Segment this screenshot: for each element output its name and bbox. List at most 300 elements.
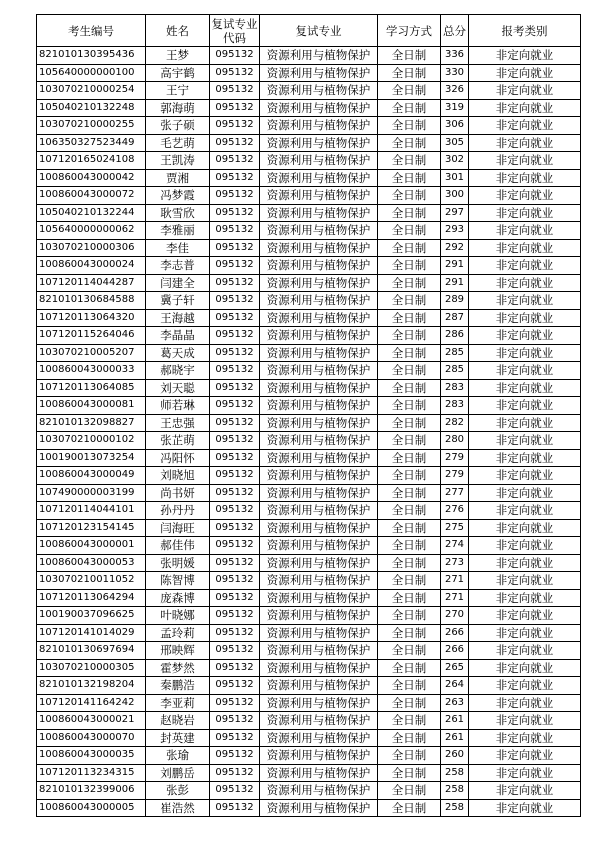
major-code-cell: 095132 [210,292,260,310]
major-cell: 资源利用与植物保护 [260,82,378,100]
major-code-cell: 095132 [210,502,260,520]
name-cell: 张芷萌 [146,432,210,450]
candidate-id-cell: 100860043000053 [37,554,146,572]
total-score-cell: 279 [441,467,469,485]
major-code-cell: 095132 [210,729,260,747]
study-mode-cell: 全日制 [378,47,441,65]
major-code-cell: 095132 [210,117,260,135]
category-cell: 非定向就业 [469,537,581,555]
study-mode-cell: 全日制 [378,502,441,520]
major-code-cell: 095132 [210,747,260,765]
study-mode-cell: 全日制 [378,187,441,205]
study-mode-cell: 全日制 [378,484,441,502]
major-cell: 资源利用与植物保护 [260,467,378,485]
total-score-cell: 280 [441,432,469,450]
total-score-cell: 266 [441,624,469,642]
study-mode-cell: 全日制 [378,327,441,345]
total-score-cell: 292 [441,239,469,257]
header-major: 复试专业 [260,15,378,47]
table-row [37,187,581,205]
table-row [37,152,581,170]
table-row [37,467,581,485]
table-row [37,414,581,432]
total-score-cell: 271 [441,572,469,590]
candidate-id-cell: 103070210000102 [37,432,146,450]
major-code-cell: 095132 [210,64,260,82]
major-code-cell: 095132 [210,432,260,450]
major-cell: 资源利用与植物保护 [260,764,378,782]
study-mode-cell: 全日制 [378,747,441,765]
table-row [37,589,581,607]
table-row [37,537,581,555]
study-mode-cell: 全日制 [378,169,441,187]
name-cell: 刘晓旭 [146,467,210,485]
total-score-cell: 264 [441,677,469,695]
candidate-id-cell: 103070210005207 [37,344,146,362]
major-cell: 资源利用与植物保护 [260,344,378,362]
major-code-cell: 095132 [210,309,260,327]
total-score-cell: 297 [441,204,469,222]
major-cell: 资源利用与植物保护 [260,134,378,152]
study-mode-cell: 全日制 [378,607,441,625]
major-cell: 资源利用与植物保护 [260,642,378,660]
category-cell: 非定向就业 [469,257,581,275]
table-row [37,204,581,222]
major-code-cell: 095132 [210,362,260,380]
total-score-cell: 300 [441,187,469,205]
category-cell: 非定向就业 [469,82,581,100]
candidate-id-cell: 105640000000062 [37,222,146,240]
study-mode-cell: 全日制 [378,292,441,310]
category-cell: 非定向就业 [469,642,581,660]
name-cell: 张瑜 [146,747,210,765]
major-cell: 资源利用与植物保护 [260,624,378,642]
table-row [37,362,581,380]
candidate-id-cell: 107490000003199 [37,484,146,502]
category-cell: 非定向就业 [469,204,581,222]
table-row [37,379,581,397]
candidate-id-cell: 100860043000072 [37,187,146,205]
candidate-id-cell: 107120115264046 [37,327,146,345]
major-code-cell: 095132 [210,642,260,660]
total-score-cell: 279 [441,449,469,467]
total-score-cell: 305 [441,134,469,152]
name-cell: 李志普 [146,257,210,275]
major-cell: 资源利用与植物保护 [260,432,378,450]
study-mode-cell: 全日制 [378,239,441,257]
table-row [37,99,581,117]
study-mode-cell: 全日制 [378,764,441,782]
major-code-cell: 095132 [210,554,260,572]
major-cell: 资源利用与植物保护 [260,239,378,257]
name-cell: 王忠强 [146,414,210,432]
table-row [37,397,581,415]
table-row [37,554,581,572]
table-row [37,222,581,240]
category-cell: 非定向就业 [469,309,581,327]
name-cell: 秦鹏浩 [146,677,210,695]
table-row [37,764,581,782]
candidate-id-cell: 100190037096625 [37,607,146,625]
name-cell: 冯梦霞 [146,187,210,205]
table-row [37,274,581,292]
major-code-cell: 095132 [210,187,260,205]
total-score-cell: 261 [441,729,469,747]
major-cell: 资源利用与植物保护 [260,782,378,800]
candidate-id-cell: 100190013073254 [37,449,146,467]
category-cell: 非定向就业 [469,274,581,292]
total-score-cell: 283 [441,379,469,397]
header-row [37,15,581,47]
major-code-cell: 095132 [210,344,260,362]
candidate-id-cell: 107120113064085 [37,379,146,397]
major-cell: 资源利用与植物保护 [260,64,378,82]
major-code-cell: 095132 [210,152,260,170]
major-cell: 资源利用与植物保护 [260,554,378,572]
total-score-cell: 273 [441,554,469,572]
header-category: 报考类别 [469,15,581,47]
candidate-id-cell: 100860043000024 [37,257,146,275]
total-score-cell: 276 [441,502,469,520]
study-mode-cell: 全日制 [378,344,441,362]
name-cell: 尚书妍 [146,484,210,502]
category-cell: 非定向就业 [469,169,581,187]
candidate-id-cell: 107120114044101 [37,502,146,520]
study-mode-cell: 全日制 [378,537,441,555]
name-cell: 崔浩然 [146,799,210,817]
total-score-cell: 270 [441,607,469,625]
name-cell: 闫海旺 [146,519,210,537]
name-cell: 王凯涛 [146,152,210,170]
category-cell: 非定向就业 [469,589,581,607]
category-cell: 非定向就业 [469,64,581,82]
major-cell: 资源利用与植物保护 [260,187,378,205]
major-cell: 资源利用与植物保护 [260,747,378,765]
category-cell: 非定向就业 [469,519,581,537]
major-cell: 资源利用与植物保护 [260,414,378,432]
category-cell: 非定向就业 [469,694,581,712]
name-cell: 李雅丽 [146,222,210,240]
table-row [37,169,581,187]
major-code-cell: 095132 [210,712,260,730]
major-cell: 资源利用与植物保护 [260,99,378,117]
study-mode-cell: 全日制 [378,712,441,730]
major-code-cell: 095132 [210,449,260,467]
total-score-cell: 258 [441,764,469,782]
table-row [37,449,581,467]
name-cell: 张彭 [146,782,210,800]
major-cell: 资源利用与植物保护 [260,327,378,345]
name-cell: 冀子轩 [146,292,210,310]
major-cell: 资源利用与植物保护 [260,309,378,327]
major-cell: 资源利用与植物保护 [260,659,378,677]
study-mode-cell: 全日制 [378,799,441,817]
total-score-cell: 285 [441,344,469,362]
major-code-cell: 095132 [210,327,260,345]
category-cell: 非定向就业 [469,449,581,467]
study-mode-cell: 全日制 [378,519,441,537]
category-cell: 非定向就业 [469,659,581,677]
table-row [37,747,581,765]
table-row [37,519,581,537]
study-mode-cell: 全日制 [378,589,441,607]
major-code-cell: 095132 [210,239,260,257]
name-cell: 王梦 [146,47,210,65]
header-candidate-id: 考生编号 [37,15,146,47]
candidate-id-cell: 821010130697694 [37,642,146,660]
candidate-id-cell: 107120141164242 [37,694,146,712]
major-cell: 资源利用与植物保护 [260,712,378,730]
category-cell: 非定向就业 [469,362,581,380]
table-row [37,117,581,135]
study-mode-cell: 全日制 [378,729,441,747]
major-code-cell: 095132 [210,82,260,100]
study-mode-cell: 全日制 [378,274,441,292]
header-total-score: 总分 [441,15,469,47]
major-code-cell: 095132 [210,414,260,432]
candidate-id-cell: 821010132399006 [37,782,146,800]
major-code-cell: 095132 [210,799,260,817]
category-cell: 非定向就业 [469,117,581,135]
total-score-cell: 271 [441,589,469,607]
study-mode-cell: 全日制 [378,362,441,380]
table-row [37,484,581,502]
study-mode-cell: 全日制 [378,467,441,485]
table-row [37,642,581,660]
study-mode-cell: 全日制 [378,449,441,467]
major-cell: 资源利用与植物保护 [260,257,378,275]
candidate-id-cell: 821010132098827 [37,414,146,432]
major-cell: 资源利用与植物保护 [260,152,378,170]
total-score-cell: 291 [441,274,469,292]
total-score-cell: 261 [441,712,469,730]
name-cell: 郝佳伟 [146,537,210,555]
total-score-cell: 319 [441,99,469,117]
category-cell: 非定向就业 [469,432,581,450]
candidate-id-cell: 100860043000035 [37,747,146,765]
name-cell: 李佳 [146,239,210,257]
header-major-code-label: 复试专业代码 [211,16,258,45]
major-code-cell: 095132 [210,764,260,782]
category-cell: 非定向就业 [469,99,581,117]
total-score-cell: 260 [441,747,469,765]
table-row [37,327,581,345]
name-cell: 张明媛 [146,554,210,572]
category-cell: 非定向就业 [469,782,581,800]
name-cell: 邢映辉 [146,642,210,660]
name-cell: 耿雪欣 [146,204,210,222]
major-cell: 资源利用与植物保护 [260,519,378,537]
category-cell: 非定向就业 [469,467,581,485]
table-row [37,694,581,712]
total-score-cell: 287 [441,309,469,327]
category-cell: 非定向就业 [469,624,581,642]
name-cell: 王宁 [146,82,210,100]
total-score-cell: 258 [441,799,469,817]
major-code-cell: 095132 [210,782,260,800]
major-cell: 资源利用与植物保护 [260,47,378,65]
major-code-cell: 095132 [210,589,260,607]
major-code-cell: 095132 [210,257,260,275]
table-row [37,502,581,520]
major-code-cell: 095132 [210,379,260,397]
total-score-cell: 293 [441,222,469,240]
table-row [37,257,581,275]
category-cell: 非定向就业 [469,729,581,747]
study-mode-cell: 全日制 [378,309,441,327]
table-row [37,624,581,642]
category-cell: 非定向就业 [469,152,581,170]
candidate-id-cell: 107120141014029 [37,624,146,642]
category-cell: 非定向就业 [469,712,581,730]
name-cell: 冯阳怀 [146,449,210,467]
table-row [37,677,581,695]
major-code-cell: 095132 [210,694,260,712]
total-score-cell: 302 [441,152,469,170]
table-row [37,64,581,82]
header-major-code [210,15,260,47]
candidate-id-cell: 100860043000021 [37,712,146,730]
category-cell: 非定向就业 [469,222,581,240]
name-cell: 毛艺萌 [146,134,210,152]
name-cell: 霍梦然 [146,659,210,677]
study-mode-cell: 全日制 [378,659,441,677]
total-score-cell: 263 [441,694,469,712]
candidate-id-cell: 106350327523449 [37,134,146,152]
study-mode-cell: 全日制 [378,204,441,222]
total-score-cell: 285 [441,362,469,380]
study-mode-cell: 全日制 [378,624,441,642]
major-code-cell: 095132 [210,624,260,642]
category-cell: 非定向就业 [469,764,581,782]
table-row [37,659,581,677]
candidate-id-cell: 100860043000005 [37,799,146,817]
total-score-cell: 301 [441,169,469,187]
major-code-cell: 095132 [210,222,260,240]
table-row [37,432,581,450]
major-code-cell: 095132 [210,397,260,415]
major-cell: 资源利用与植物保护 [260,274,378,292]
total-score-cell: 282 [441,414,469,432]
name-cell: 孙丹丹 [146,502,210,520]
table-row [37,47,581,65]
candidate-id-cell: 821010130395436 [37,47,146,65]
study-mode-cell: 全日制 [378,414,441,432]
name-cell: 庞森博 [146,589,210,607]
major-code-cell: 095132 [210,134,260,152]
major-code-cell: 095132 [210,274,260,292]
major-code-cell: 095132 [210,537,260,555]
category-cell: 非定向就业 [469,484,581,502]
total-score-cell: 277 [441,484,469,502]
name-cell: 高宇鹤 [146,64,210,82]
major-cell: 资源利用与植物保护 [260,572,378,590]
name-cell: 李晶晶 [146,327,210,345]
study-mode-cell: 全日制 [378,82,441,100]
category-cell: 非定向就业 [469,747,581,765]
major-code-cell: 095132 [210,467,260,485]
name-cell: 贾湘 [146,169,210,187]
total-score-cell: 265 [441,659,469,677]
name-cell: 封英建 [146,729,210,747]
category-cell: 非定向就业 [469,502,581,520]
name-cell: 李亚莉 [146,694,210,712]
candidate-id-cell: 821010132198204 [37,677,146,695]
category-cell: 非定向就业 [469,414,581,432]
candidate-id-cell: 100860043000042 [37,169,146,187]
table-row [37,572,581,590]
category-cell: 非定向就业 [469,607,581,625]
major-cell: 资源利用与植物保护 [260,484,378,502]
table-row [37,309,581,327]
major-cell: 资源利用与植物保护 [260,204,378,222]
study-mode-cell: 全日制 [378,554,441,572]
name-cell: 葛天成 [146,344,210,362]
study-mode-cell: 全日制 [378,99,441,117]
category-cell: 非定向就业 [469,572,581,590]
candidate-id-cell: 100860043000033 [37,362,146,380]
table-row [37,729,581,747]
name-cell: 张子硕 [146,117,210,135]
total-score-cell: 275 [441,519,469,537]
study-mode-cell: 全日制 [378,222,441,240]
study-mode-cell: 全日制 [378,572,441,590]
category-cell: 非定向就业 [469,187,581,205]
category-cell: 非定向就业 [469,239,581,257]
candidate-id-cell: 100860043000049 [37,467,146,485]
name-cell: 叶晓娜 [146,607,210,625]
name-cell: 刘鹏岳 [146,764,210,782]
major-cell: 资源利用与植物保护 [260,589,378,607]
study-mode-cell: 全日制 [378,694,441,712]
candidate-id-cell: 103070210011052 [37,572,146,590]
admission-list-table [36,14,581,817]
table-row [37,134,581,152]
category-cell: 非定向就业 [469,134,581,152]
major-code-cell: 095132 [210,659,260,677]
major-code-cell: 095132 [210,484,260,502]
major-code-cell: 095132 [210,572,260,590]
header-name: 姓名 [146,15,210,47]
name-cell: 王海越 [146,309,210,327]
table-row [37,799,581,817]
total-score-cell: 258 [441,782,469,800]
name-cell: 陈智博 [146,572,210,590]
table-row [37,344,581,362]
name-cell: 闫建全 [146,274,210,292]
major-cell: 资源利用与植物保护 [260,379,378,397]
total-score-cell: 330 [441,64,469,82]
total-score-cell: 274 [441,537,469,555]
total-score-cell: 289 [441,292,469,310]
study-mode-cell: 全日制 [378,642,441,660]
major-code-cell: 095132 [210,169,260,187]
table-row [37,82,581,100]
candidate-id-cell: 107120113234315 [37,764,146,782]
candidate-id-cell: 103070210000255 [37,117,146,135]
name-cell: 赵晓岩 [146,712,210,730]
category-cell: 非定向就业 [469,799,581,817]
study-mode-cell: 全日制 [378,397,441,415]
major-cell: 资源利用与植物保护 [260,694,378,712]
candidate-id-cell: 107120165024108 [37,152,146,170]
major-cell: 资源利用与植物保护 [260,677,378,695]
name-cell: 郭海萌 [146,99,210,117]
table-row [37,712,581,730]
category-cell: 非定向就业 [469,292,581,310]
study-mode-cell: 全日制 [378,782,441,800]
candidate-id-cell: 107120114044287 [37,274,146,292]
